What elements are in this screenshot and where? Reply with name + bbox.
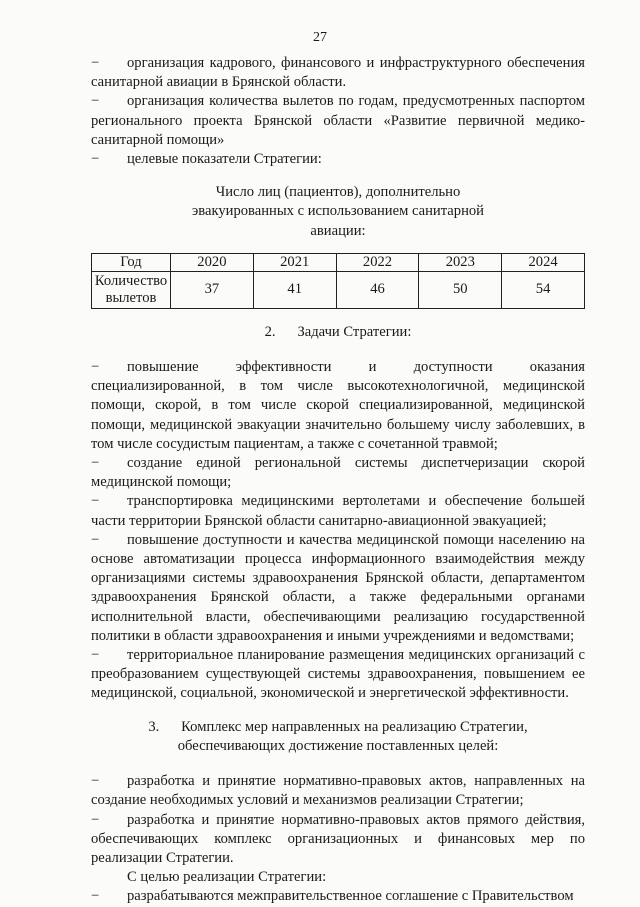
- list-item: − транспортировка медицинскими вертолетами и обеспечение большей части территории Брянской области санитарно-авиационной эвакуацией;: [91, 493, 585, 529]
- table-cell: Количество вылетов: [92, 271, 171, 308]
- dash-bullet: −: [91, 359, 100, 376]
- page-content: [91, 54, 585, 907]
- dash-bullet: −: [91, 55, 100, 71]
- section-heading: 3. Комплекс мер направленных на реализацию Стратегии, обеспечивающих достижение поставленных целей:: [148, 718, 528, 754]
- dash-bullet: −: [91, 811, 100, 828]
- table-caption: Число лиц (пациентов), дополнительно эвакуированных с использованием санитарной авиации:: [192, 184, 484, 239]
- table-cell: 2020: [171, 253, 254, 271]
- dash-bullet: −: [91, 493, 100, 510]
- table-cell: 2021: [253, 253, 336, 271]
- dash-bullet: −: [91, 93, 100, 110]
- list-item: − создание единой региональной системы диспетчеризации скорой медицинской помощи;: [91, 455, 585, 491]
- purpose-line: С целью реализации Стратегии:: [127, 869, 327, 886]
- dash-bullet: −: [91, 773, 100, 790]
- table-cell: 54: [502, 271, 585, 308]
- dash-bullet: −: [91, 531, 100, 548]
- table-row: [92, 271, 585, 308]
- list-item: − целевые показатели Стратегии:: [91, 150, 585, 169]
- dash-bullet: −: [91, 151, 100, 168]
- table-cell: 41: [253, 271, 336, 308]
- list-item: − повышение эффективности и доступности оказания специализированной, в том числе высокотехнологичной, медицинской помощи, скорой, в том числе скорой специализированной, медицинской помощи, медицинской эвакуации значительно большему числу заболевших, в том числе сосудистым пациентам, а также с сочетанной травмой;: [91, 359, 585, 452]
- list-item: − разработка и принятие нормативно-правовых актов, направленных на создание необходимых условий и механизмов реализации Стратегии;: [91, 773, 585, 809]
- list-item: − территориальное планирование размещения медицинских организаций с преобразованием существующей системы здравоохранения, повышением ее медицинской, социальной, экономической и энергетической эффективности.: [91, 647, 585, 702]
- table-cell: Год: [92, 253, 171, 271]
- list-item: − повышение доступности и качества медицинской помощи населению на основе автоматизации процесса информационного взаимодействия между организациями системы здравоохранения Брянской области, департаментом здравоохранения Брянской области, а также федеральными органами исполнительной власти, обеспечивающими реализацию государственной политики в области здравоохранения и иными учреждениями и ведомствами;: [91, 531, 585, 644]
- table-cell: 46: [336, 271, 419, 308]
- table-cell: 2024: [502, 253, 585, 271]
- section-heading: 2. Задачи Стратегии:: [264, 323, 412, 340]
- table-cell: 37: [171, 271, 254, 308]
- dash-bullet: −: [91, 888, 100, 905]
- dash-bullet: −: [91, 455, 100, 472]
- page-number: 27: [313, 30, 327, 45]
- list-item: − организация кадрового, финансового и инфраструктурного обеспечения санитарной авиации в Брянской области.: [91, 55, 585, 91]
- table-header-row: [92, 253, 585, 271]
- table-cell: 2022: [336, 253, 419, 271]
- dash-bullet: −: [91, 647, 100, 664]
- list-item: − организация количества вылетов по годам, предусмотренных паспортом регионального проекта Брянской области «Развитие первичной медико-санитарной помощи»: [91, 93, 585, 148]
- list-item: − разрабатываются межправительственное соглашение с Правительством: [91, 887, 585, 906]
- evacuation-table: [91, 253, 585, 309]
- table-cell: 50: [419, 271, 502, 308]
- list-item: − разработка и принятие нормативно-правовых актов прямого действия, обеспечивающих комплекс организационных и финансовых мер по реализации Стратегии.: [91, 811, 585, 866]
- table-cell: 2023: [419, 253, 502, 271]
